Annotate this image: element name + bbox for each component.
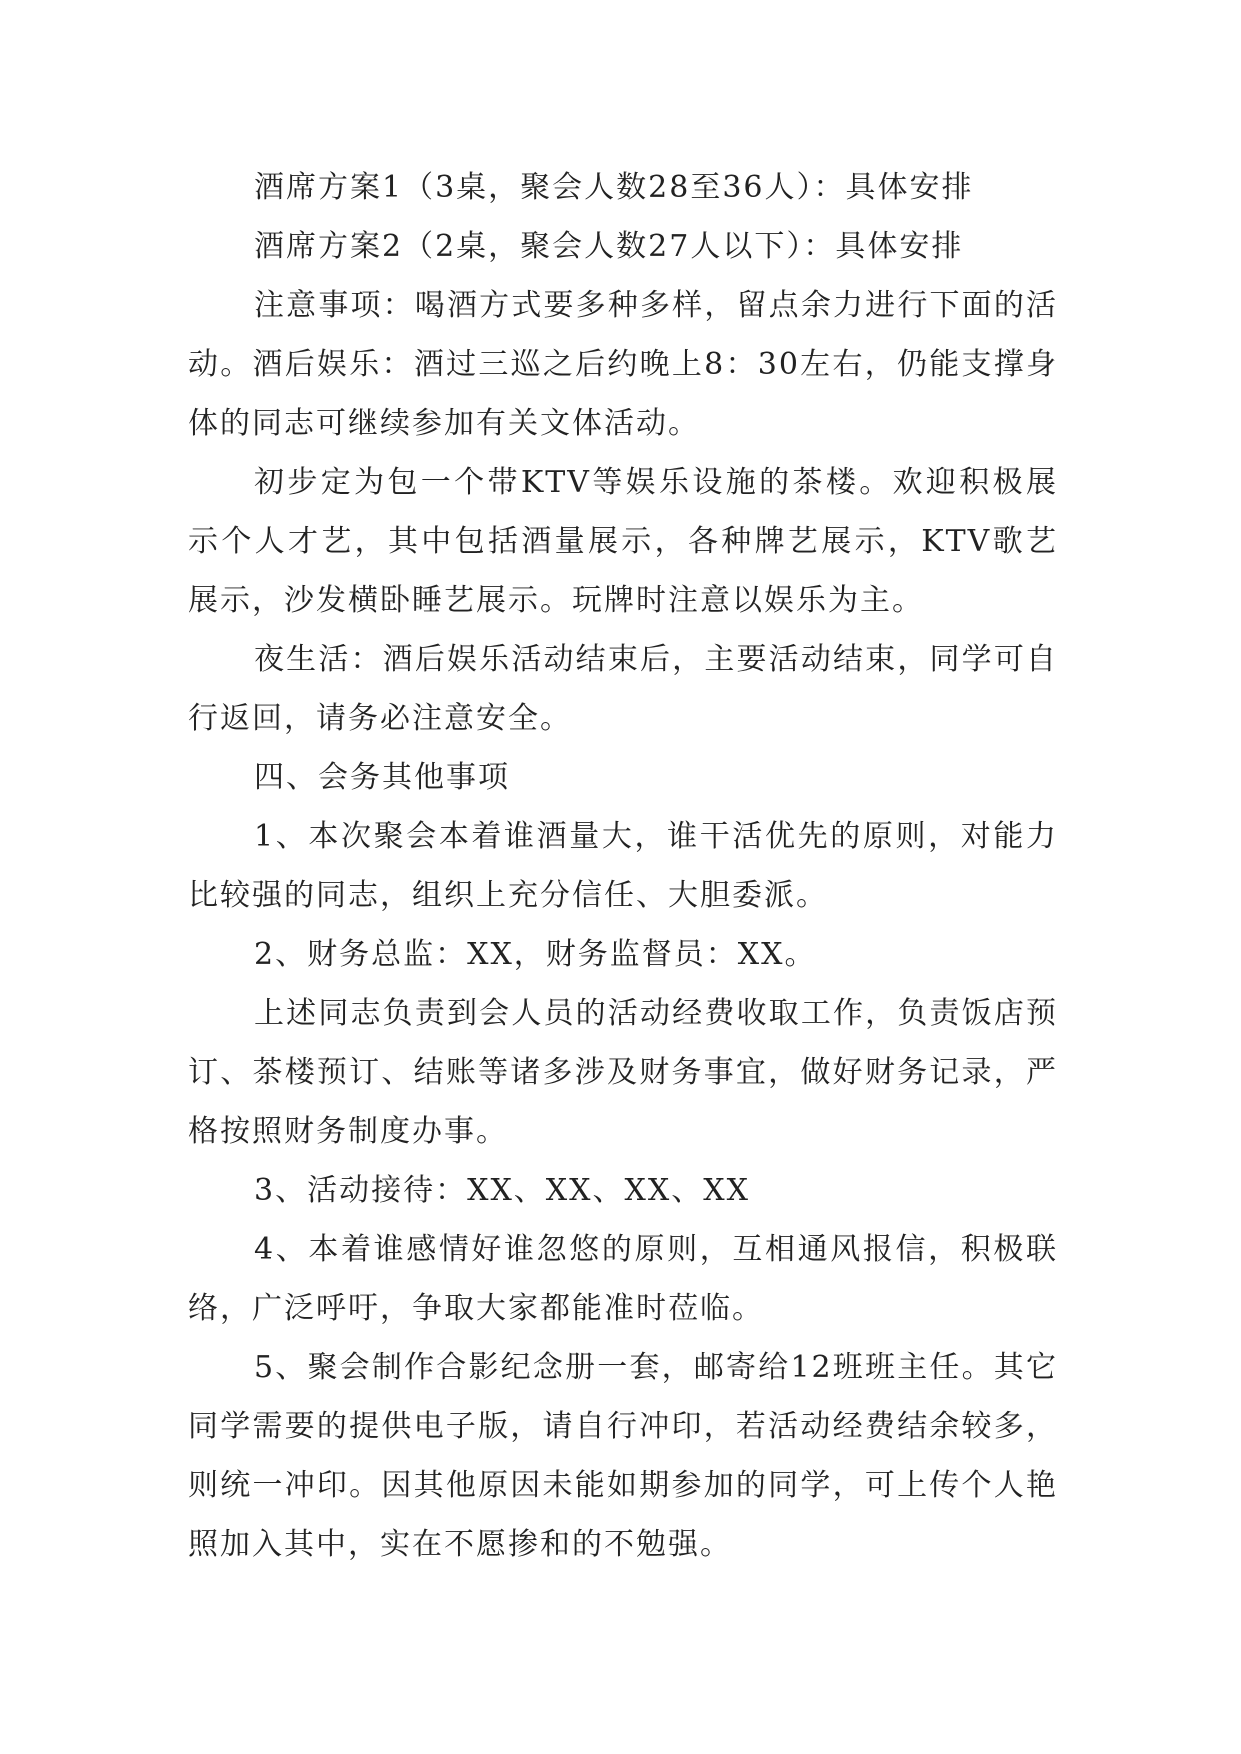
paragraph-finance-duties: 上述同志负责到会人员的活动经费收取工作，负责饭店预订、茶楼预订、结账等诸多涉及财务事宜，做好财务记录，严格按照财务制度办事。 [188, 996, 1058, 1149]
paragraph-ktv-teahouse: 初步定为包一个带KTV等娱乐设施的茶楼。欢迎积极展示个人才艺，其中包括酒量展示，各种牌艺展示，KTV歌艺展示，沙发横卧睡艺展示。玩牌时注意以娱乐为主。 [188, 465, 1058, 618]
paragraph-banquet-plan-2: 酒席方案2（2桌，聚会人数27人以下）：具体安排 [254, 229, 964, 264]
paragraph-notes: 注意事项：喝酒方式要多种多样，留点余力进行下面的活动。酒后娱乐：酒过三巡之后约晚上8：30左右，仍能支撑身体的同志可继续参加有关文体活动。 [188, 288, 1058, 441]
paragraph-nightlife: 夜生活：酒后娱乐活动结束后，主要活动结束，同学可自行返回，请务必注意安全。 [188, 642, 1058, 736]
paragraph-item-3: 3、活动接待：XX、XX、XX、XX [254, 1173, 750, 1208]
paragraph-item-1: 1、本次聚会本着谁酒量大，谁干活优先的原则，对能力比较强的同志，组织上充分信任、大胆委派。 [188, 819, 1058, 913]
document-body [188, 158, 1058, 1574]
paragraph-item-2: 2、财务总监：XX，财务监督员：XX。 [254, 937, 817, 972]
paragraph-item-4: 4、本着谁感情好谁忽悠的原则，互相通风报信，积极联络，广泛呼吁，争取大家都能准时莅临。 [188, 1232, 1058, 1326]
section-heading-other-matters: 四、会务其他事项 [254, 760, 510, 795]
paragraph-banquet-plan-1: 酒席方案1（3桌，聚会人数28至36人）：具体安排 [254, 170, 974, 205]
paragraph-item-5: 5、聚会制作合影纪念册一套，邮寄给12班班主任。其它同学需要的提供电子版，请自行冲印，若活动经费结余较多，则统一冲印。因其他原因未能如期参加的同学，可上传个人艳照加入其中，实在不愿掺和的不勉强。 [188, 1350, 1058, 1562]
